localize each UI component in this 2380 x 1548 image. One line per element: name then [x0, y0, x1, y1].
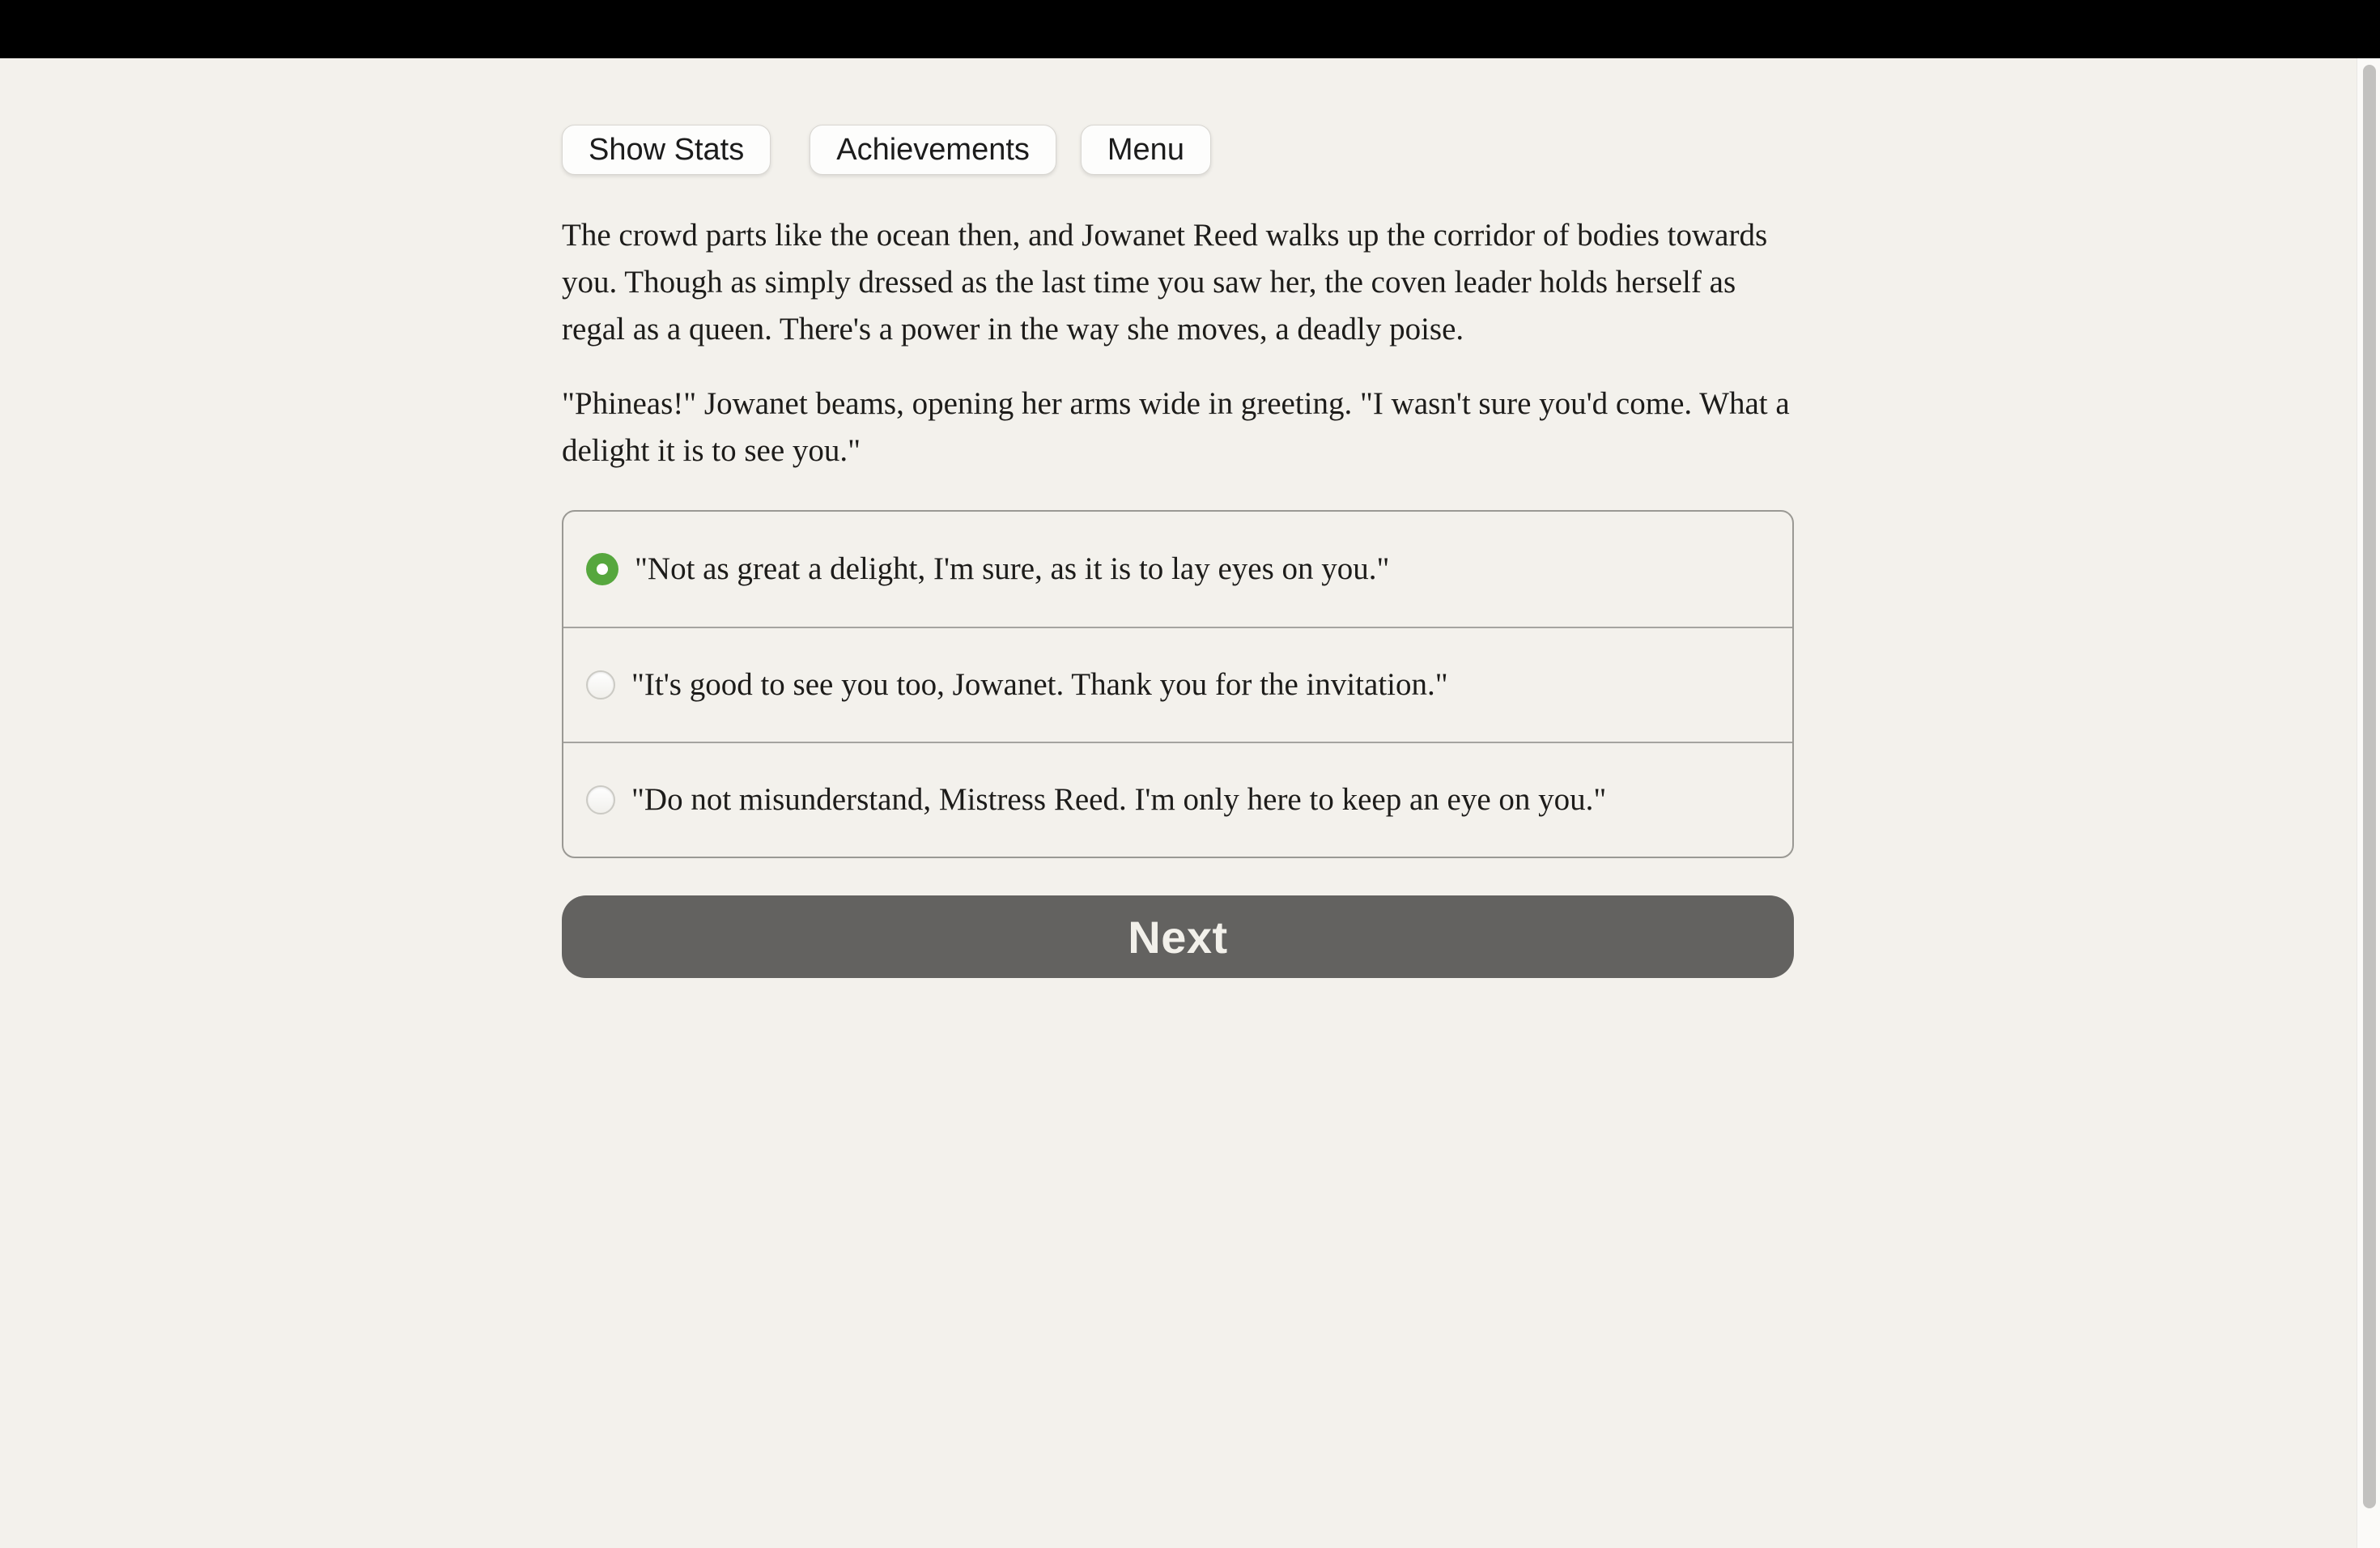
choice-option-3[interactable] — [563, 742, 1792, 857]
radio-button[interactable] — [586, 670, 615, 700]
story-paragraph-2: "Phineas!" Jowanet beams, opening her arms wide in greeting. "I wasn't sure you'd come. What a delight it is to see you." — [562, 386, 1790, 468]
toolbar — [562, 125, 1794, 175]
choice-label: "Do not misunderstand, Mistress Reed. I'm only here to keep an eye on you." — [631, 782, 1607, 817]
choice-option-1[interactable] — [563, 512, 1792, 627]
game-page — [562, 58, 1794, 978]
scrollbar-track[interactable] — [2357, 58, 2380, 1548]
scrollbar-thumb[interactable] — [2363, 65, 2376, 1508]
top-bar — [0, 0, 2380, 58]
choice-option-2[interactable] — [563, 627, 1792, 742]
choice-label: "It's good to see you too, Jowanet. Thank you for the invitation." — [631, 667, 1448, 702]
menu-button[interactable]: Menu — [1081, 125, 1211, 175]
achievements-button[interactable]: Achievements — [810, 125, 1056, 175]
radio-button[interactable] — [586, 785, 615, 814]
choice-list — [562, 510, 1794, 858]
show-stats-button[interactable]: Show Stats — [562, 125, 771, 175]
story-paragraph-1: The crowd parts like the ocean then, and Jowanet Reed walks up the corridor of bodies towards you. Though as simply dressed as the last time you saw her, the coven leader holds herself as regal as a queen. There's a power in the way she moves, a deadly poise. — [562, 218, 1768, 347]
next-button[interactable]: Next — [562, 895, 1794, 978]
radio-button-selected[interactable] — [586, 553, 618, 585]
choice-label: "Not as great a delight, I'm sure, as it is to lay eyes on you." — [635, 551, 1390, 586]
